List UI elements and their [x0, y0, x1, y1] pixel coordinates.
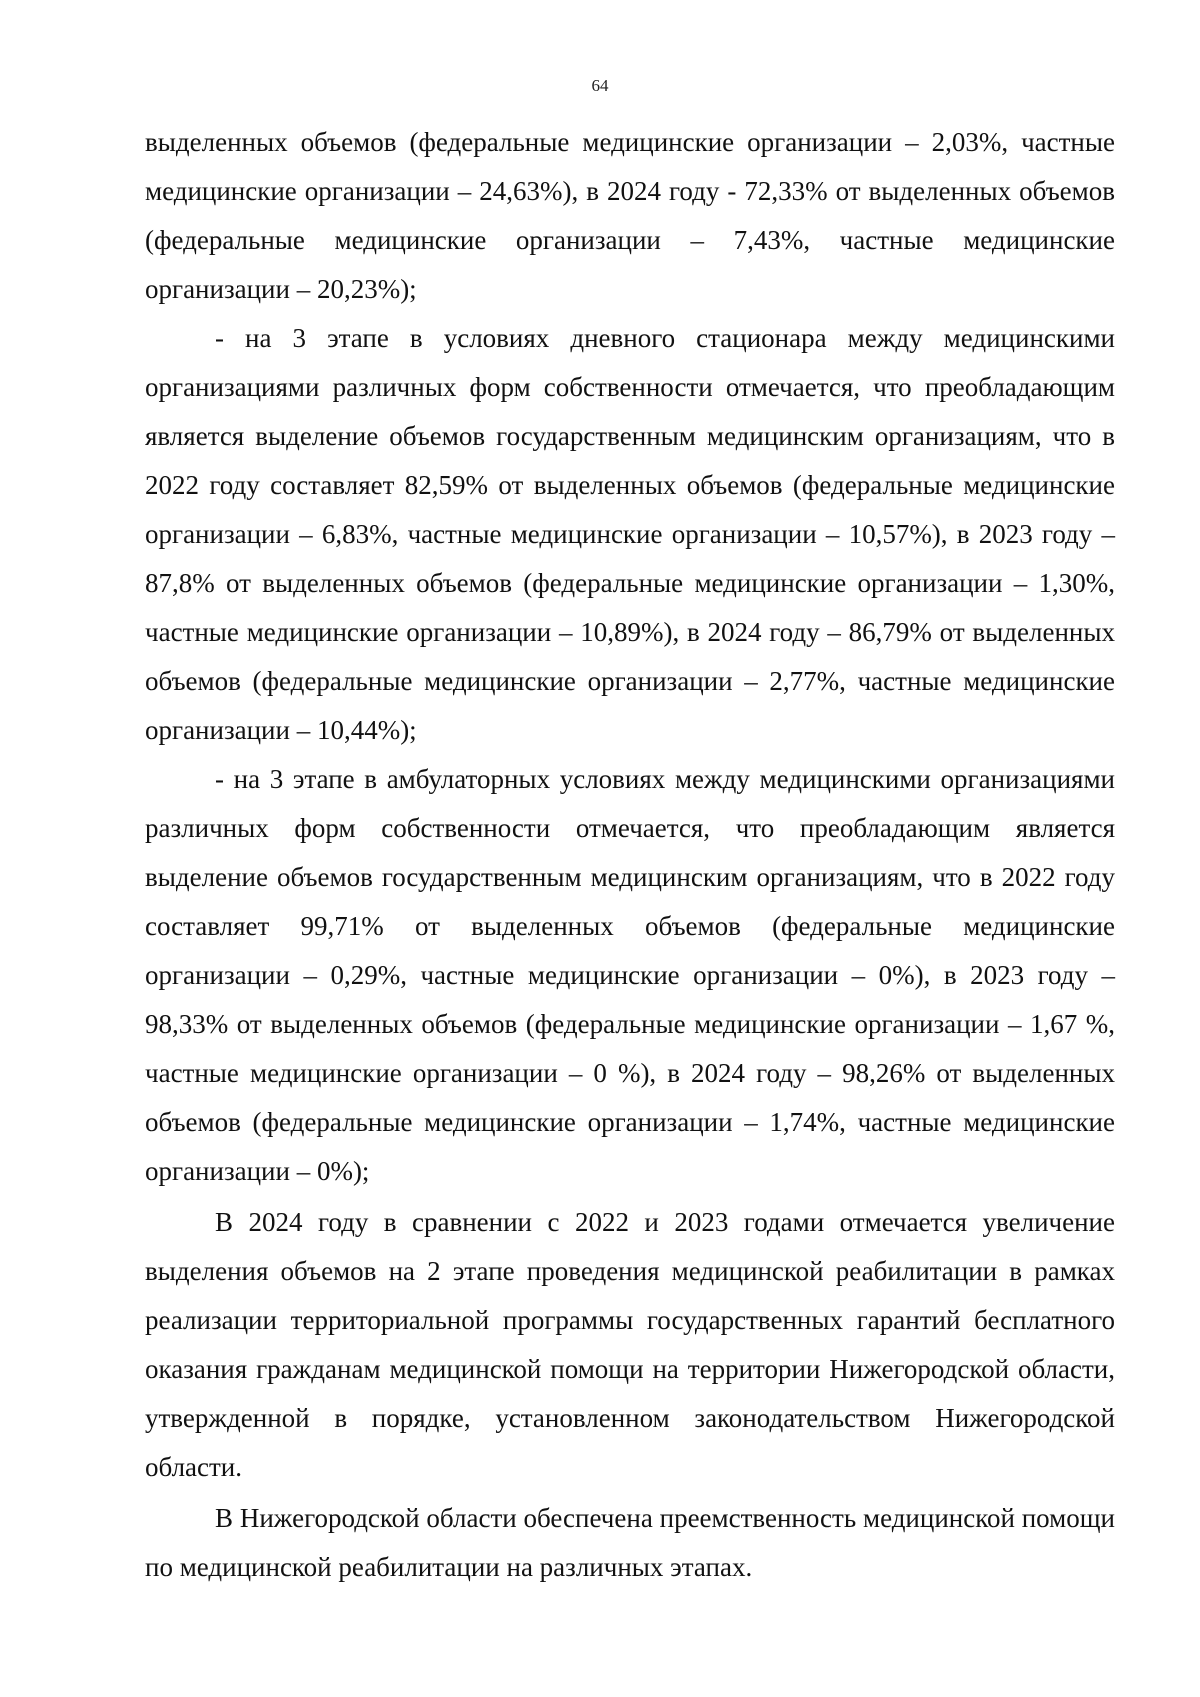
page-number: 64: [591, 76, 609, 95]
paragraph-2024-comparison: В 2024 году в сравнении с 2022 и 2023 годами отмечается увеличение выделения объемов на 2 этапе проведения медицинской реабилитации в рамках реализации территориальной программы государственных гарантий бесплатного оказания гражданам медицинской помощи на территории Нижегородской области, утвержденной в порядке, установленном законодательством Нижегородской области.: [145, 1207, 1115, 1482]
document-body: [145, 118, 1115, 1592]
paragraph-continuity: В Нижегородской области обеспечена преемственность медицинской помощи по медицинской реабилитации на различных этапах.: [145, 1503, 1115, 1582]
paragraph-day-hospital-stage-3: - на 3 этапе в условиях дневного стационара между медицинскими организациями различных форм собственности отмечается, что преобладающим является выделение объемов государственным медицинским организациям, что в 2022 году составляет 82,59% от выделенных объемов (федеральные медицинские организации – 6,83%, частные медицинские организации – 10,57%), в 2023 году – 87,8% от выделенных объемов (федеральные медицинские организации – 1,30%, частные медицинские организации – 10,89%), в 2024 году – 86,79% от выделенных объемов (федеральные медицинские организации – 2,77%, частные медицинские организации – 10,44%);: [145, 323, 1115, 745]
paragraph-outpatient-stage-3: - на 3 этапе в амбулаторных условиях между медицинскими организациями различных форм собственности отмечается, что преобладающим является выделение объемов государственным медицинским организациям, что в 2022 году составляет 99,71% от выделенных объемов (федеральные медицинские организации – 0,29%, частные медицинские организации – 0%), в 2023 году – 98,33% от выделенных объемов (федеральные медицинские организации – 1,67 %, частные медицинские организации – 0 %), в 2024 году – 98,26% от выделенных объемов (федеральные медицинские организации – 1,74%, частные медицинские организации – 0%);: [145, 764, 1115, 1186]
paragraph-continuation: выделенных объемов (федеральные медицинские организации – 2,03%, частные медицинские организации – 24,63%), в 2024 году - 72,33% от выделенных объемов (федеральные медицинские организации – 7,43%, частные медицинские организации – 20,23%);: [145, 127, 1115, 304]
